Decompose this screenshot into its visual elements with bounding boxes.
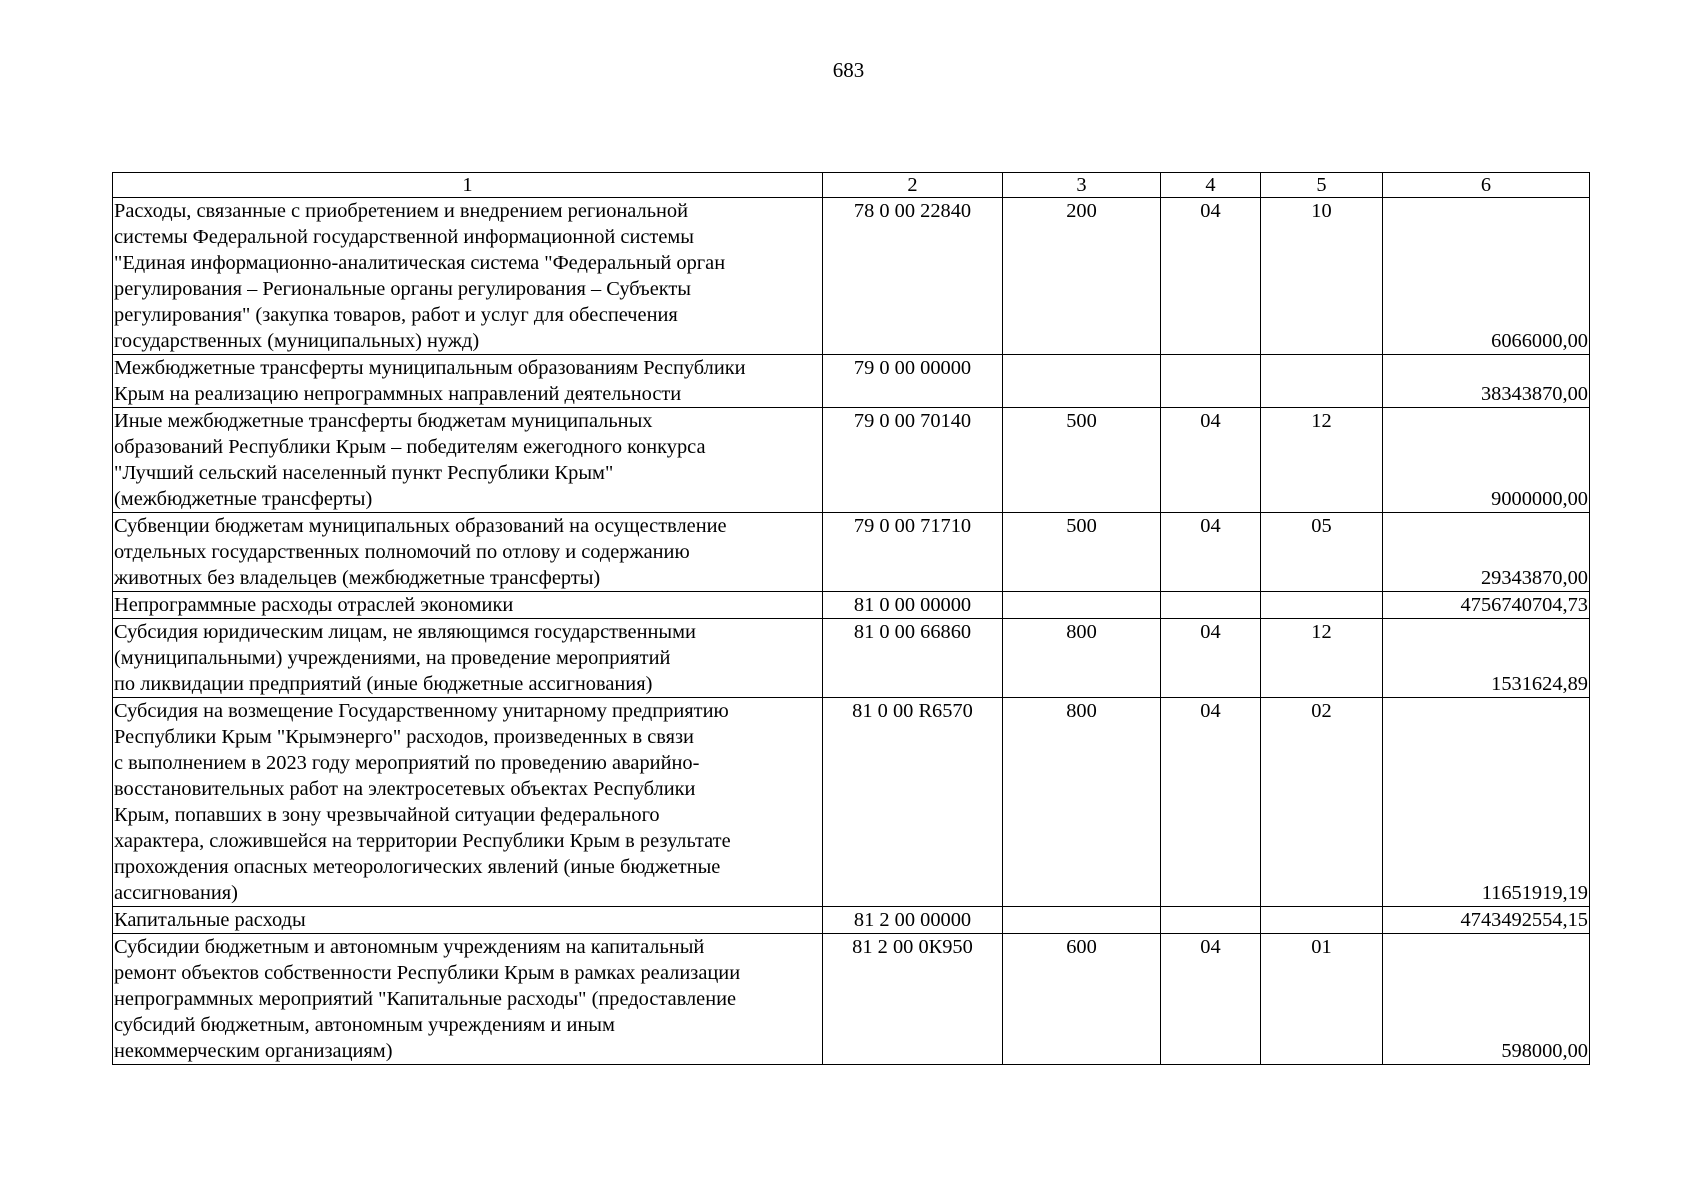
description-line: Субвенции бюджетам муниципальных образований на осуществление — [114, 515, 727, 537]
amount-value: 11651919,19 — [1383, 698, 1590, 907]
description-line: Республики Крым "Крымэнерго" расходов, произведенных в связи — [114, 726, 694, 748]
target-article-code: 79 0 00 71710 — [823, 513, 1003, 592]
subsection-code: 12 — [1261, 408, 1383, 513]
table-row — [113, 592, 1590, 619]
description-line: субсидий бюджетным, автономным учреждениям и иным — [114, 1014, 615, 1036]
target-article-code: 81 2 00 00000 — [823, 907, 1003, 934]
table-row — [113, 198, 1590, 355]
target-article-code: 78 0 00 22840 — [823, 198, 1003, 355]
subsection-code: 05 — [1261, 513, 1383, 592]
expense-type-code — [1003, 907, 1161, 934]
column-number-header: 2 — [823, 173, 1003, 198]
target-article-code: 81 2 00 0К950 — [823, 934, 1003, 1065]
row-description — [113, 907, 823, 934]
section-code: 04 — [1161, 619, 1261, 698]
target-article-code: 81 0 00 66860 — [823, 619, 1003, 698]
section-code: 04 — [1161, 198, 1261, 355]
table-row — [113, 355, 1590, 408]
description-line: (муниципальными) учреждениями, на проведение мероприятий — [114, 647, 671, 669]
expense-type-code: 600 — [1003, 934, 1161, 1065]
amount-value: 4743492554,15 — [1383, 907, 1590, 934]
amount-value: 6066000,00 — [1383, 198, 1590, 355]
subsection-code: 02 — [1261, 698, 1383, 907]
description-line: с выполнением в 2023 году мероприятий по проведению аварийно- — [114, 752, 700, 774]
row-description — [113, 408, 823, 513]
column-number-header: 1 — [113, 173, 823, 198]
description-line: непрограммных мероприятий "Капитальные расходы" (предоставление — [114, 988, 737, 1010]
column-number-header: 4 — [1161, 173, 1261, 198]
column-number-header: 5 — [1261, 173, 1383, 198]
expense-type-code: 500 — [1003, 408, 1161, 513]
row-description — [113, 698, 823, 907]
target-article-code: 81 0 00 R6570 — [823, 698, 1003, 907]
row-description — [113, 592, 823, 619]
table-row — [113, 907, 1590, 934]
description-line: восстановительных работ на электросетевых объектах Республики — [114, 778, 696, 800]
amount-value: 1531624,89 — [1383, 619, 1590, 698]
table-row — [113, 619, 1590, 698]
amount-value: 9000000,00 — [1383, 408, 1590, 513]
description-line: Расходы, связанные с приобретением и внедрением региональной — [114, 200, 689, 222]
amount-value: 598000,00 — [1383, 934, 1590, 1065]
expense-type-code — [1003, 355, 1161, 408]
description-line: образований Республики Крым – победителям ежегодного конкурса — [114, 436, 706, 458]
description-line: (межбюджетные трансферты) — [114, 488, 373, 510]
column-number-header: 6 — [1383, 173, 1590, 198]
page-number: 683 — [832, 58, 865, 82]
section-code — [1161, 355, 1261, 408]
section-code: 04 — [1161, 513, 1261, 592]
description-line: Иные межбюджетные трансферты бюджетам муниципальных — [114, 410, 653, 432]
row-description — [113, 198, 823, 355]
section-code: 04 — [1161, 698, 1261, 907]
subsection-code — [1261, 592, 1383, 619]
description-line: прохождения опасных метеорологических явлений (иные бюджетные — [114, 856, 721, 878]
row-description — [113, 513, 823, 592]
description-line: Межбюджетные трансферты муниципальным образованиям Республики — [114, 357, 746, 379]
subsection-code: 01 — [1261, 934, 1383, 1065]
subsection-code: 10 — [1261, 198, 1383, 355]
description-line: регулирования – Региональные органы регулирования – Субъекты — [114, 278, 691, 300]
amount-value: 29343870,00 — [1383, 513, 1590, 592]
column-number-header-row — [113, 173, 1590, 198]
subsection-code — [1261, 907, 1383, 934]
expense-type-code: 800 — [1003, 698, 1161, 907]
description-line: Субсидии бюджетным и автономным учреждениям на капитальный — [114, 936, 705, 958]
description-line: регулирования" (закупка товаров, работ и услуг для обеспечения — [114, 304, 678, 326]
description-line: Субсидия на возмещение Государственному унитарному предприятию — [114, 700, 729, 722]
table-row — [113, 934, 1590, 1065]
description-line: по ликвидации предприятий (иные бюджетные ассигнования) — [114, 673, 653, 695]
description-line: Крым на реализацию непрограммных направлений деятельности — [114, 383, 682, 405]
description-line: Крым, попавших в зону чрезвычайной ситуации федерального — [114, 804, 660, 826]
target-article-code: 81 0 00 00000 — [823, 592, 1003, 619]
budget-table — [112, 172, 1590, 1065]
section-code — [1161, 592, 1261, 619]
amount-value: 38343870,00 — [1383, 355, 1590, 408]
row-description — [113, 355, 823, 408]
expense-type-code: 800 — [1003, 619, 1161, 698]
section-code: 04 — [1161, 408, 1261, 513]
column-number-header: 3 — [1003, 173, 1161, 198]
description-line: ремонт объектов собственности Республики Крым в рамках реализации — [114, 962, 741, 984]
expense-type-code — [1003, 592, 1161, 619]
description-line: характера, сложившейся на территории Республики Крым в результате — [114, 830, 731, 852]
description-line: государственных (муниципальных) нужд) — [114, 330, 480, 352]
description-line: ассигнования) — [114, 882, 238, 904]
table-row — [113, 698, 1590, 907]
subsection-code — [1261, 355, 1383, 408]
subsection-code: 12 — [1261, 619, 1383, 698]
table-row — [113, 408, 1590, 513]
expense-type-code: 500 — [1003, 513, 1161, 592]
description-line: системы Федеральной государственной информационной системы — [114, 226, 694, 248]
row-description — [113, 619, 823, 698]
description-line: Субсидия юридическим лицам, не являющимся государственными — [114, 621, 696, 643]
expense-type-code: 200 — [1003, 198, 1161, 355]
amount-value: 4756740704,73 — [1383, 592, 1590, 619]
table-row — [113, 513, 1590, 592]
section-code: 04 — [1161, 934, 1261, 1065]
description-line: "Лучший сельский населенный пункт Республики Крым" — [114, 462, 614, 484]
section-code — [1161, 907, 1261, 934]
description-line: Капитальные расходы — [114, 909, 306, 931]
description-line: Непрограммные расходы отраслей экономики — [114, 594, 514, 616]
description-line: "Единая информационно-аналитическая система "Федеральный орган — [114, 252, 726, 274]
target-article-code: 79 0 00 00000 — [823, 355, 1003, 408]
row-description — [113, 934, 823, 1065]
description-line: отдельных государственных полномочий по отлову и содержанию — [114, 541, 690, 563]
target-article-code: 79 0 00 70140 — [823, 408, 1003, 513]
description-line: некоммерческим организациям) — [114, 1040, 393, 1062]
description-line: животных без владельцев (межбюджетные трансферты) — [114, 567, 601, 589]
